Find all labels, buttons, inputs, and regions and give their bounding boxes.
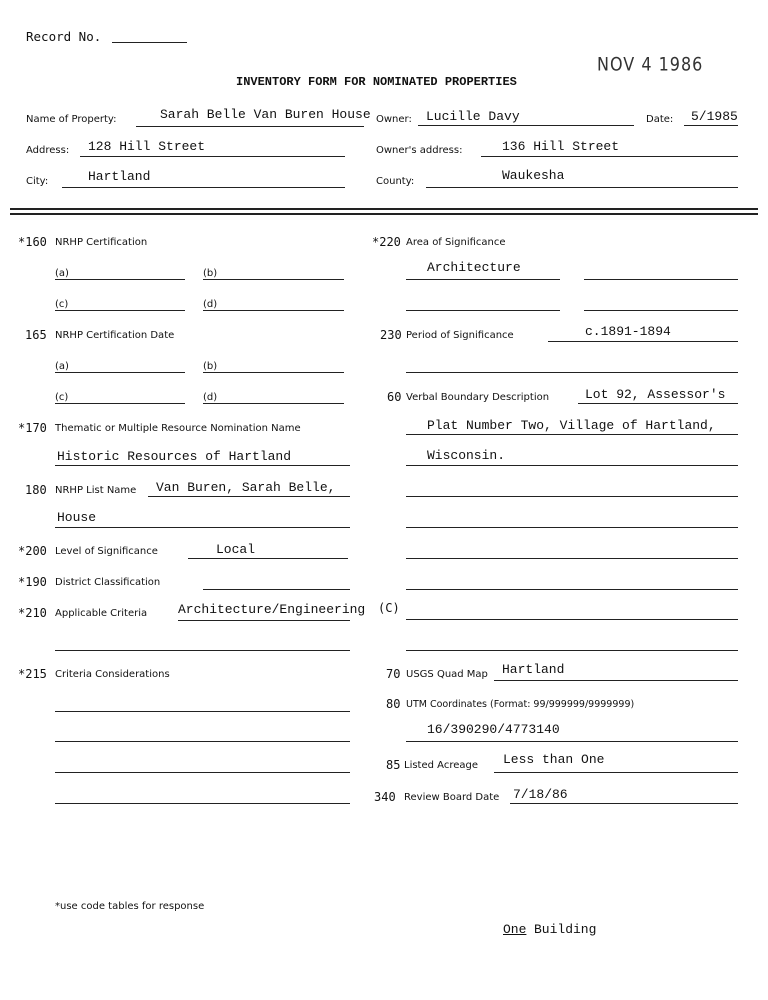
f160-line-d xyxy=(203,310,344,311)
f180-line-2 xyxy=(55,527,350,528)
f60-label: Verbal Boundary Description xyxy=(406,392,550,403)
name-label: Name of Property: xyxy=(26,114,117,125)
f80-line xyxy=(406,741,738,742)
f160-number: *160 xyxy=(18,235,47,249)
resource-count: One xyxy=(503,922,527,937)
f210-line-2 xyxy=(55,650,350,651)
f60-value-line1: Lot 92, Assessor's xyxy=(585,387,726,402)
owner-value: Lucille Davy xyxy=(426,109,520,124)
f165-sub-b: (b) xyxy=(203,361,218,372)
city-line xyxy=(62,187,345,188)
f340-label: Review Board Date xyxy=(404,792,500,803)
f70-line xyxy=(494,680,738,681)
county-line xyxy=(426,187,738,188)
f160-sub-d: (d) xyxy=(203,299,218,310)
f340-value: 7/18/86 xyxy=(513,787,568,802)
f210-line-1 xyxy=(178,620,350,621)
resource-type: Building xyxy=(534,922,597,937)
f165-line-a xyxy=(55,372,185,373)
f220-line-4 xyxy=(584,310,738,311)
section-divider-top xyxy=(10,208,758,210)
f170-line xyxy=(55,465,350,466)
f85-value: Less than One xyxy=(503,752,605,767)
f60-line-9 xyxy=(406,650,738,651)
section-divider-bottom xyxy=(10,213,758,215)
f215-number: *215 xyxy=(18,667,47,681)
f60-value-line2: Plat Number Two, Village of Hartland, xyxy=(427,418,716,433)
f220-number: *220 xyxy=(372,235,401,249)
f160-sub-a: (a) xyxy=(55,268,69,279)
f340-line xyxy=(510,803,738,804)
f60-number: 60 xyxy=(387,390,402,404)
f165-label: NRHP Certification Date xyxy=(55,330,175,341)
f230-number: 230 xyxy=(380,328,402,342)
f200-value: Local xyxy=(216,542,256,557)
f180-number: 180 xyxy=(25,483,47,497)
date-label: Date: xyxy=(646,114,674,125)
f80-label: UTM Coordinates (Format: 99/999999/9999999) xyxy=(406,699,635,710)
county-value: Waukesha xyxy=(502,168,565,183)
f165-line-b xyxy=(203,372,344,373)
f215-line-2 xyxy=(55,741,350,742)
name-value: Sarah Belle Van Buren House xyxy=(160,107,371,122)
f85-number: 85 xyxy=(386,758,401,772)
f85-label: Listed Acreage xyxy=(404,760,478,771)
f215-line-3 xyxy=(55,772,350,773)
address-label: Address: xyxy=(26,145,70,156)
city-value: Hartland xyxy=(88,169,151,184)
date-line xyxy=(684,125,738,126)
f200-number: *200 xyxy=(18,544,47,558)
f160-line-a xyxy=(55,279,185,280)
f230-line-2 xyxy=(406,372,738,373)
record-no-label: Record No. xyxy=(26,29,102,44)
f70-number: 70 xyxy=(386,667,401,681)
record-no-line xyxy=(112,42,187,43)
f60-line-4 xyxy=(406,496,738,497)
f70-value: Hartland xyxy=(502,662,565,677)
f60-line-2 xyxy=(406,434,738,435)
f215-label: Criteria Considerations xyxy=(55,669,170,680)
f190-label: District Classification xyxy=(55,577,161,588)
date-value: 5/1985 xyxy=(691,109,738,124)
f60-line-6 xyxy=(406,558,738,559)
address-value: 128 Hill Street xyxy=(88,139,206,154)
f220-line-1 xyxy=(406,279,560,280)
f165-line-d xyxy=(203,403,344,404)
f190-line xyxy=(203,589,350,590)
f210-label: Applicable Criteria xyxy=(55,608,148,619)
city-label: City: xyxy=(26,176,49,187)
code-tables-note: *use code tables for response xyxy=(55,901,205,912)
owner-address-value: 136 Hill Street xyxy=(502,139,620,154)
f165-sub-c: (c) xyxy=(55,392,69,403)
owner-line xyxy=(418,125,634,126)
f170-number: *170 xyxy=(18,421,47,435)
f220-line-2 xyxy=(584,279,738,280)
owner-label: Owner: xyxy=(376,114,412,125)
f60-line-1 xyxy=(578,403,738,404)
received-date-stamp: NOV 4 1986 xyxy=(597,53,704,75)
f60-line-7 xyxy=(406,589,738,590)
owner-address-label: Owner's address: xyxy=(376,145,463,156)
f80-number: 80 xyxy=(386,697,401,711)
f160-line-c xyxy=(55,310,185,311)
f60-line-8 xyxy=(406,619,738,620)
f180-label: NRHP List Name xyxy=(55,485,137,496)
form-title: INVENTORY FORM FOR NOMINATED PROPERTIES xyxy=(236,75,517,89)
f165-line-c xyxy=(55,403,185,404)
f230-label: Period of Significance xyxy=(406,330,514,341)
f160-label: NRHP Certification xyxy=(55,237,148,248)
f60-value-line3: Wisconsin. xyxy=(427,448,506,463)
criteria-c-marker: (C) xyxy=(378,601,400,615)
f220-line-3 xyxy=(406,310,560,311)
f215-line-1 xyxy=(55,711,350,712)
name-line xyxy=(136,126,364,127)
f230-value: c.1891-1894 xyxy=(585,324,671,339)
f180-value-line1: Van Buren, Sarah Belle, xyxy=(156,480,336,495)
f200-line xyxy=(188,558,348,559)
f190-number: *190 xyxy=(18,575,47,589)
f160-sub-c: (c) xyxy=(55,299,69,310)
f165-sub-a: (a) xyxy=(55,361,69,372)
f165-sub-d: (d) xyxy=(203,392,218,403)
f220-value: Architecture xyxy=(427,260,521,275)
f170-label: Thematic or Multiple Resource Nomination Name xyxy=(55,423,301,434)
f165-number: 165 xyxy=(25,328,47,342)
f340-number: 340 xyxy=(374,790,396,804)
f60-line-3 xyxy=(406,465,738,466)
f230-line-1 xyxy=(548,341,738,342)
f180-line-1 xyxy=(148,496,350,497)
f85-line xyxy=(494,772,738,773)
address-line xyxy=(80,156,345,157)
f220-label: Area of Significance xyxy=(406,237,506,248)
f170-value: Historic Resources of Hartland xyxy=(57,449,292,464)
f160-sub-b: (b) xyxy=(203,268,218,279)
owner-address-line xyxy=(481,156,738,157)
f215-line-4 xyxy=(55,803,350,804)
f60-line-5 xyxy=(406,527,738,528)
county-label: County: xyxy=(376,176,415,187)
f210-value: Architecture/Engineering xyxy=(178,602,366,617)
f210-number: *210 xyxy=(18,606,47,620)
f70-label: USGS Quad Map xyxy=(406,669,488,680)
f200-label: Level of Significance xyxy=(55,546,158,557)
f160-line-b xyxy=(203,279,344,280)
f180-value-line2: House xyxy=(57,510,97,525)
f80-value: 16/390290/4773140 xyxy=(427,722,560,737)
